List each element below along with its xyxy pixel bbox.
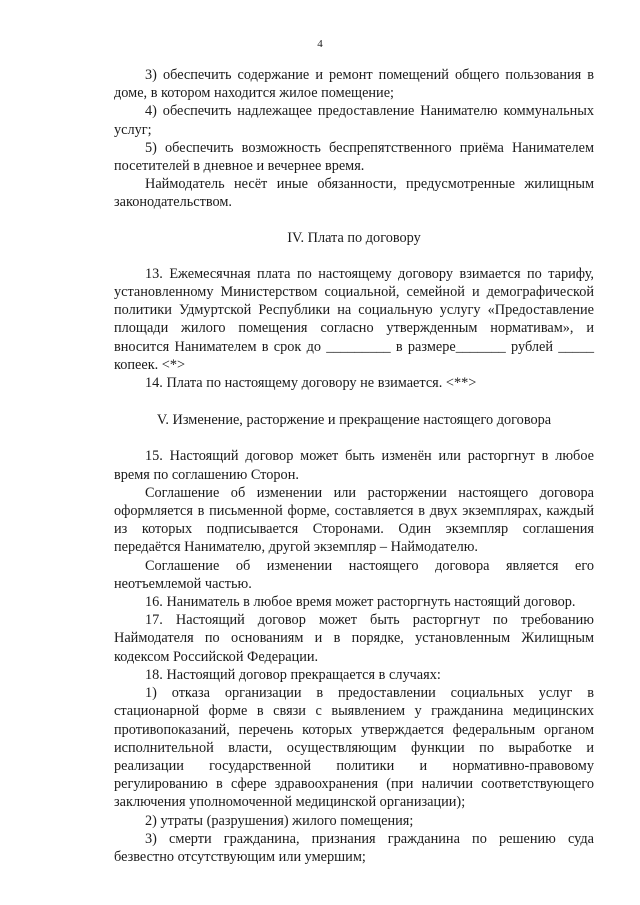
- paragraph: Наймодатель несёт иные обязанности, предусмотренные жилищным законодательством.: [114, 176, 594, 211]
- paragraph: 2) утраты (разрушения) жилого помещения;: [145, 812, 414, 829]
- paragraph: 17. Настоящий договор может быть расторгнут по требованию Наймодателя по основаниям и в порядке, установленным Жилищным кодексом Российской Федерации.: [114, 612, 594, 665]
- paragraph: 3) обеспечить содержание и ремонт помещений общего пользования в доме, в котором находится жилое помещение;: [114, 67, 594, 102]
- paragraph: 15. Настоящий договор может быть изменён или расторгнут в любое время по соглашению Сторон.: [114, 448, 594, 483]
- paragraph: 14. Плата по настоящему договору не взимается. <**>: [145, 375, 477, 392]
- section-heading-v: V. Изменение, расторжение и прекращение настоящего договора: [156, 412, 552, 429]
- paragraph: 18. Настоящий договор прекращается в случаях:: [145, 666, 441, 683]
- paragraph: 4) обеспечить надлежащее предоставление Нанимателю коммунальных услуг;: [114, 103, 594, 138]
- paragraph: 5) обеспечить возможность беспрепятственного приёма Нанимателем посетителей в дневное и вечернее время.: [114, 139, 594, 175]
- page-number: 4: [317, 38, 323, 50]
- paragraph: 13. Ежемесячная плата по настоящему договору взимается по тарифу, установленному Министерством социальной, семейной и демографической политики Удмуртской Республики на социальную услугу «Предоставление площади жилого помещения согласно утвержденным нормативам», и вносится Нанимателем в срок до _________ в размере_______ рублей _____ копеек. <*>: [114, 265, 594, 373]
- section-heading-iv: IV. Плата по договору: [287, 229, 421, 246]
- paragraph: Соглашение об изменении или расторжении настоящего договора оформляется в письменной форме, составляется в двух экземплярах, каждый из которых подписывается Сторонами. Один экземпляр соглашения передаётся Нанимателю, другой экземпляр – Наймодателю.: [114, 484, 594, 556]
- paragraph: 1) отказа организации в предоставлении социальных услуг в стационарной форме в связи с выявлением у гражданина медицинских противопоказаний, перечень которых утверждается федеральным органом исполнительной власти, осуществляющим функции по выработке и реализации государственной политики и нормативно-правовому регулированию в сфере здравоохранения (при наличии соответствующего заключения уполномоченной медицинской организации);: [114, 685, 594, 811]
- paragraph: 3) смерти гражданина, признания гражданина по решению суда безвестно отсутствующим или умершим;: [114, 830, 594, 865]
- paragraph: 16. Наниматель в любое время может расторгнуть настоящий договор.: [145, 594, 576, 611]
- document-body: [114, 66, 594, 866]
- paragraph: Соглашение об изменении настоящего договора является его неотъемлемой частью.: [114, 557, 594, 592]
